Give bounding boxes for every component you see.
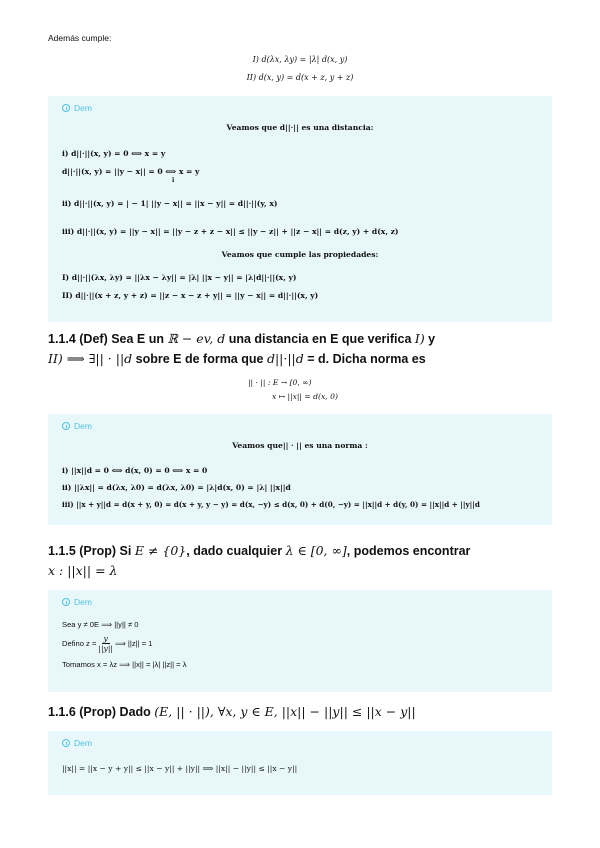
box1-line-2: d||·||(x, y) = ||y − x|| = 0 ⟺ x = y [62,167,200,176]
h114-math-a: ℝ − ev, d [167,331,226,346]
h116-math-a: (E, || · ||), ∀x, y ∈ E, ||x|| − ||y|| ≤ ||x − y|| [154,704,416,719]
h115-text-a: 1.1.5 (Prop) Si [48,544,135,558]
info-icon [62,739,70,747]
h116-text-a: 1.1.6 (Prop) Dado [48,705,155,719]
h114-math-d: d||·||d [266,351,304,366]
heading-1-1-4-line-1 [48,331,435,346]
dem-toggle-4[interactable] [62,738,92,748]
dem-label: Dem [74,103,92,113]
heading-1-1-6 [48,704,416,719]
box3-line-1: Sea y ≠ 0E ⟹ ||y|| ≠ 0 [62,620,139,629]
box2-line-3: iii) ||x + y||d = d(x + y, 0) = d(x + y, y − y) = d(x, −y) ≤ d(x, 0) + d(0, −y) = ||x||d + d(y, 0) = ||x||d + ||y||d [62,500,480,509]
box1-title: Veamos que d||·|| es una distancia: [226,123,374,132]
fraction-numerator: y [103,634,108,643]
h114-eq1: || · || : E → [0, ∞) [248,378,312,387]
h114-text-d: sobre E de forma que [132,352,267,366]
fraction [98,634,113,653]
info-icon [62,598,70,606]
proof-box-2 [48,414,552,525]
dem-label: Dem [74,738,92,748]
box1-line-3: ii) d||·||(x, y) = | − 1| ||y − x|| = ||x − y|| = d||·||(y, x) [62,199,278,208]
box4-line-1: ||x|| = ||x − y + y|| ≤ ||x − y|| + ||y|| ⟹ ||x|| − ||y|| ≤ ||x − y|| [62,764,298,773]
box1-line-6: II) d||·||(x + z, y + z) = ||z − x − z + y|| = ||y − x|| = d||·||(x, y) [62,291,319,300]
intro-eq2: II) d(x, y) = d(x + z, y + z) [246,73,354,82]
box3-line-3: Tomamos x = λz ⟹ ||x|| = |λ| ||z|| = λ [62,660,187,669]
fraction-denominator: ||y|| [98,644,113,653]
box1-line-1: i) d||·||(x, y) = 0 ⟺ x = y [62,149,166,158]
dem-label: Dem [74,597,92,607]
box2-title: Veamos que|| · || es una norma : [232,441,368,450]
box1-line-5: I) d||·||(λx, λy) = ||λx − λy|| = |λ| ||x − y|| = |λ|d||·||(x, y) [62,273,297,282]
h115-text-c: , podemos encontrar [346,544,471,558]
h114-eq2: x ↦ ||x|| = d(x, 0) [272,392,338,401]
heading-1-1-5-line-1 [48,543,470,558]
intro-eq1: I) d(λx, λy) = |λ| d(x, y) [252,55,348,64]
info-icon [62,104,70,112]
h115-math-a: E ≠ {0} [134,543,187,558]
h114-text-b: una distancia en E que verifica [225,332,415,346]
h114-math-c: II) ⟹ ∃|| · ||d [48,351,133,366]
proof-box-1 [48,96,552,322]
h114-text-a: 1.1.4 (Def) Sea E un [48,332,168,346]
box3-line-2-a: Defino z = [62,639,97,648]
proof-box-4 [48,731,552,795]
box3-line-2-b: ⟹ ||z|| = 1 [114,639,153,648]
h114-math-b: I) [414,331,425,346]
box1-line-2-under: i [172,177,175,184]
info-icon [62,422,70,430]
h114-text-c: y [424,332,436,346]
intro-label: Además cumple: [48,33,112,43]
heading-1-1-4-line-2 [48,351,426,366]
h115-math-c: x : ||x|| = λ [48,563,118,578]
h115-text-b: , dado cualquier [186,544,286,558]
h114-text-e: = d. Dicha norma es [303,352,426,366]
dem-toggle-3[interactable] [62,597,92,607]
dem-toggle-1[interactable] [62,103,92,113]
dem-label: Dem [74,421,92,431]
dem-toggle-2[interactable] [62,421,92,431]
box2-line-2: ii) ||λx|| = d(λx, λ0) = d(λx, λ0) = |λ|d(x, 0) = |λ| ||x||d [62,483,291,492]
box1-subtitle: Veamos que cumple las propiedades: [221,250,379,259]
box3-line-2 [62,634,153,653]
h115-math-b: λ ∈ [0, ∞] [285,543,347,558]
proof-box-3 [48,590,552,692]
heading-1-1-5-line-2 [48,563,117,578]
box2-line-1: i) ||x||d = 0 ⟺ d(x, 0) = 0 ⟺ x = 0 [62,466,208,475]
box1-line-4: iii) d||·||(x, y) = ||y − x|| = ||y − z + z − x|| ≤ ||y − z|| + ||z − x|| = d(z, y) + d(x, z) [62,227,399,236]
